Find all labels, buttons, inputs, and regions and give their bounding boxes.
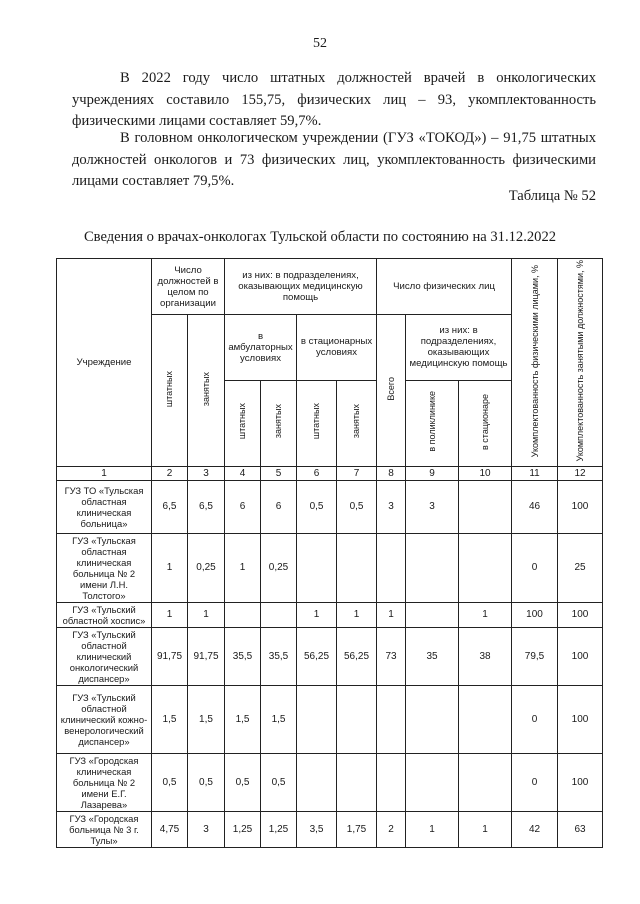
header-ambulatory-staff: штатных [225, 380, 261, 466]
paragraph-2 [72, 128, 596, 193]
value-cell-col-2: 1 [152, 602, 188, 627]
value-cell-col-7: 1,75 [337, 811, 377, 847]
value-cell-col-9: 3 [406, 480, 459, 533]
value-cell-col-5: 0,5 [261, 753, 297, 811]
value-cell-col-12: 100 [558, 480, 603, 533]
institution-name-cell: ГУЗ «Городская больница № 3 г. Тулы» [57, 811, 152, 847]
table-row [57, 627, 603, 685]
value-cell-col-8: 2 [377, 811, 406, 847]
value-cell-col-8: 1 [377, 602, 406, 627]
index-cell: 10 [459, 466, 512, 480]
value-cell-col-3: 91,75 [188, 627, 225, 685]
value-cell-col-5: 1,5 [261, 685, 297, 753]
table-row [57, 480, 603, 533]
table-caption: Сведения о врачах-онкологах Тульской области по состоянию на 31.12.2022 [83, 229, 557, 245]
index-cell: 2 [152, 466, 188, 480]
value-cell-col-10 [459, 685, 512, 753]
value-cell-col-9 [406, 685, 459, 753]
value-cell-col-4 [225, 602, 261, 627]
oncologists-table [56, 258, 603, 848]
header-inpatient-staff: штатных [297, 380, 337, 466]
index-cell: 8 [377, 466, 406, 480]
value-cell-col-12: 25 [558, 533, 603, 602]
value-cell-col-3: 3 [188, 811, 225, 847]
value-cell-col-11: 0 [512, 533, 558, 602]
value-cell-col-11: 0 [512, 685, 558, 753]
value-cell-col-3: 1 [188, 602, 225, 627]
table-row [57, 753, 603, 811]
value-cell-col-2: 6,5 [152, 480, 188, 533]
value-cell-col-7: 1 [337, 602, 377, 627]
index-cell: 4 [225, 466, 261, 480]
value-cell-col-3: 0,5 [188, 753, 225, 811]
header-persons: Число физических лиц [377, 259, 512, 315]
value-cell-col-2: 4,75 [152, 811, 188, 847]
value-cell-col-10: 38 [459, 627, 512, 685]
index-cell: 3 [188, 466, 225, 480]
value-cell-col-5 [261, 602, 297, 627]
table-row [57, 602, 603, 627]
value-cell-col-8 [377, 753, 406, 811]
value-cell-col-2: 91,75 [152, 627, 188, 685]
paragraph-1-text: В 2022 году число штатных должностей врачей в онкологических учреждениях составило 155,75, физических лиц – 93, укомплектованность физическими лицами составляет 59,7%. [72, 70, 596, 129]
value-cell-col-9 [406, 602, 459, 627]
institution-name-cell: ГУЗ «Тульский областной клинический онкологический диспансер» [57, 627, 152, 685]
value-cell-col-8 [377, 533, 406, 602]
table-row [57, 533, 603, 602]
header-ambulatory: в амбулаторных условиях [225, 315, 297, 381]
value-cell-col-4: 35,5 [225, 627, 261, 685]
value-cell-col-11: 79,5 [512, 627, 558, 685]
value-cell-col-2: 0,5 [152, 753, 188, 811]
value-cell-col-5: 0,25 [261, 533, 297, 602]
column-index-row [57, 466, 603, 480]
value-cell-col-5: 1,25 [261, 811, 297, 847]
value-cell-col-12: 63 [558, 811, 603, 847]
header-inpatient-occupied: занятых [337, 380, 377, 466]
index-cell: 7 [337, 466, 377, 480]
table-row [57, 811, 603, 847]
value-cell-col-6: 56,25 [297, 627, 337, 685]
value-cell-col-12: 100 [558, 627, 603, 685]
value-cell-col-12: 100 [558, 602, 603, 627]
value-cell-col-11: 100 [512, 602, 558, 627]
value-cell-col-7 [337, 753, 377, 811]
value-cell-col-4: 0,5 [225, 753, 261, 811]
value-cell-col-7 [337, 533, 377, 602]
value-cell-col-4: 1,5 [225, 685, 261, 753]
value-cell-col-5: 6 [261, 480, 297, 533]
header-inpatient: в стационарных условиях [297, 315, 377, 381]
value-cell-col-6 [297, 533, 337, 602]
value-cell-col-7: 56,25 [337, 627, 377, 685]
index-cell: 12 [558, 466, 603, 480]
value-cell-col-6 [297, 685, 337, 753]
header-positions-total: Число должностей в целом по организации [152, 259, 225, 315]
index-cell: 5 [261, 466, 297, 480]
table-row [57, 685, 603, 753]
value-cell-col-12: 100 [558, 753, 603, 811]
value-cell-col-11: 0 [512, 753, 558, 811]
value-cell-col-8: 3 [377, 480, 406, 533]
value-cell-col-9: 1 [406, 811, 459, 847]
value-cell-col-3: 0,25 [188, 533, 225, 602]
value-cell-col-10 [459, 753, 512, 811]
table-label: Таблица № 52 [508, 188, 596, 204]
institution-name-cell: ГУЗ «Городская клиническая больница № 2 имени Е.Г. Лазарева» [57, 753, 152, 811]
value-cell-col-10: 1 [459, 811, 512, 847]
value-cell-col-7 [337, 685, 377, 753]
header-occupied-total: занятых [188, 315, 225, 467]
value-cell-col-11: 42 [512, 811, 558, 847]
value-cell-col-8 [377, 685, 406, 753]
value-cell-col-5: 35,5 [261, 627, 297, 685]
value-cell-col-6: 3,5 [297, 811, 337, 847]
value-cell-col-4: 1 [225, 533, 261, 602]
index-cell: 11 [512, 466, 558, 480]
value-cell-col-11: 46 [512, 480, 558, 533]
institution-name-cell: ГУЗ ТО «Тульская областная клиническая больница» [57, 480, 152, 533]
index-cell: 9 [406, 466, 459, 480]
header-staffing-persons: Укомплектованность физическими лицами, % [512, 259, 558, 467]
institution-name-cell: ГУЗ «Тульский областной хоспис» [57, 602, 152, 627]
value-cell-col-3: 6,5 [188, 480, 225, 533]
value-cell-col-6: 1 [297, 602, 337, 627]
index-cell: 1 [57, 466, 152, 480]
value-cell-col-9: 35 [406, 627, 459, 685]
header-persons-of-which: из них: в подразделениях, оказывающих медицинскую помощь [406, 315, 512, 381]
header-institution: Учреждение [57, 259, 152, 467]
header-persons-total: Всего [377, 315, 406, 467]
value-cell-col-9 [406, 533, 459, 602]
institution-name-cell: ГУЗ «Тульский областной клинический кожно-венерологический диспансер» [57, 685, 152, 753]
paragraph-2-text: В головном онкологическом учреждении (ГУЗ «ТОКОД») – 91,75 штатных должностей онкологов и 73 физических лиц, укомплектованность физическими лицами составляет 79,5%. [72, 130, 596, 189]
value-cell-col-3: 1,5 [188, 685, 225, 753]
header-in-polyclinic: в поликлинике [406, 380, 459, 466]
value-cell-col-12: 100 [558, 685, 603, 753]
paragraph-1 [72, 68, 596, 133]
value-cell-col-9 [406, 753, 459, 811]
value-cell-col-2: 1 [152, 533, 188, 602]
header-staff-total: штатных [152, 315, 188, 467]
value-cell-col-4: 6 [225, 480, 261, 533]
table-body [57, 480, 603, 847]
value-cell-col-10: 1 [459, 602, 512, 627]
value-cell-col-6: 0,5 [297, 480, 337, 533]
header-of-which-units: из них: в подразделениях, оказывающих медицинскую помощь [225, 259, 377, 315]
header-in-hospital: в стационаре [459, 380, 512, 466]
institution-name-cell: ГУЗ «Тульская областная клиническая больница № 2 имени Л.Н. Толстого» [57, 533, 152, 602]
page-number: 52 [313, 36, 327, 51]
value-cell-col-7: 0,5 [337, 480, 377, 533]
header-ambulatory-occupied: занятых [261, 380, 297, 466]
value-cell-col-10 [459, 533, 512, 602]
value-cell-col-10 [459, 480, 512, 533]
value-cell-col-4: 1,25 [225, 811, 261, 847]
value-cell-col-6 [297, 753, 337, 811]
value-cell-col-2: 1,5 [152, 685, 188, 753]
value-cell-col-8: 73 [377, 627, 406, 685]
header-staffing-positions: Укомплектованность занятыми должностями, % [558, 259, 603, 467]
index-cell: 6 [297, 466, 337, 480]
